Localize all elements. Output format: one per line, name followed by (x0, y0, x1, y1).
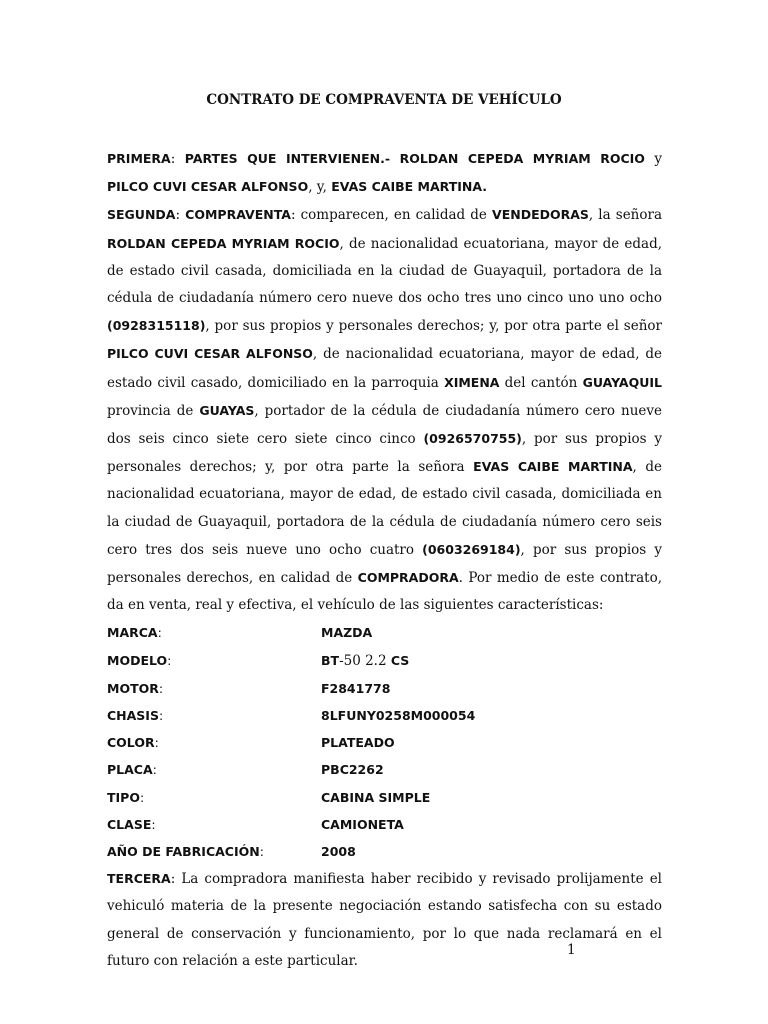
field-label: TIPO: (107, 789, 145, 805)
text-fragment: , portador de la cédula de ciudadanía número cero nueve dos seis cinco siete cero siete cinco cinco (107, 402, 662, 448)
vehicle-row-marca (107, 619, 662, 646)
vehicle-row-anio (107, 838, 662, 865)
vehicle-row-chasis (107, 702, 662, 729)
field-value: PBC2262 (321, 762, 384, 778)
party-name: PILCO CUVI CESAR ALFONSO (107, 346, 313, 362)
field-label: COLOR: (107, 735, 159, 751)
text-fragment: , de nacionalidad ecuatoriana, mayor de edad, de estado civil casada, domiciliada en la ciudad de Guayaquil, portadora de la cédula de ciudadanía número cero seis cero tres dos seis nueve uno ocho cuatro (107, 459, 663, 558)
vehicle-row-clase (107, 811, 662, 838)
field-value: CAMIONETA (321, 816, 404, 832)
field-value: PLATEADO (321, 735, 395, 751)
text-fragment: , la señora (588, 207, 663, 224)
field-value: CABINA SIMPLE (321, 789, 431, 805)
field-label: MOTOR: (107, 680, 164, 696)
field-label: MODELO: (107, 652, 172, 668)
colon: : (170, 151, 176, 167)
text-fragment: La compradora manifiesta haber recibido y revisado prolijamente el vehiculó materia de la presente negociación estando satisfecha con su estado general de conservación y funcionamiento, por lo que nada reclamará en el futuro con relación a este particular. (107, 871, 662, 969)
role-vendedoras: VENDEDORAS (492, 207, 589, 223)
text-fragment: , por sus propios y personales derechos; y, por otra parte la señora (107, 431, 662, 476)
clause-heading: COMPRAVENTA (180, 207, 291, 223)
field-label: CHASIS: (107, 708, 164, 724)
parroquia: XIMENA (444, 374, 500, 390)
text-fragment: , y, (308, 179, 332, 196)
field-label: MARCA: (107, 625, 162, 641)
colon: : (290, 207, 296, 224)
text-fragment: , de nacionalidad ecuatoriana, mayor de edad, de estado civil casada, domiciliada en la ciudad de Guayaquil, portadora de la cédula de ciudadanía número cero nueve dos ocho tres uno cinco uno uno ocho (107, 235, 663, 307)
text-fragment: , de nacionalidad ecuatoriana, mayor de edad, de estado civil casado, domiciliado en la parroquia (107, 346, 662, 391)
text-fragment: . Por medio de este contrato, da en venta, real y efectiva, el vehículo de las siguientes características: (107, 570, 663, 614)
text-fragment: comparecen, en calidad de (295, 207, 493, 224)
party-name: EVAS CAIBE MARTINA. (331, 179, 487, 195)
clause-primera (107, 145, 662, 201)
provincia: GUAYAS (199, 402, 255, 418)
text-fragment: del cantón (499, 374, 583, 391)
role-compradora: COMPRADORA (357, 570, 459, 586)
id-number: (0926570755) (423, 431, 522, 447)
text-fragment: , por sus propios y personales derechos; y, por otra parte el señor (205, 318, 662, 335)
text-fragment: y (644, 151, 662, 167)
colon: : (170, 871, 176, 888)
vehicle-row-placa (107, 756, 662, 783)
vehicle-row-modelo (107, 647, 662, 675)
party-name: EVAS CAIBE MARTINA (473, 459, 633, 475)
field-value: 2008 (321, 844, 356, 860)
clause-tercera (107, 865, 662, 975)
text-fragment: provincia de (107, 402, 200, 419)
field-label: PLACA: (107, 762, 157, 778)
canton: GUAYAQUIL (582, 374, 663, 390)
id-number: (0603269184) (422, 541, 521, 557)
field-value: F2841778 (321, 680, 391, 696)
field-value: 8LFUNY0258M000054 (321, 708, 476, 724)
id-number: (0928315118) (107, 318, 206, 334)
clause-segunda (107, 201, 662, 619)
vehicle-row-tipo (107, 784, 662, 811)
document-body (107, 145, 662, 975)
document-title: CONTRATO DE COMPRAVENTA DE VEHÍCULO (206, 92, 562, 108)
party-name: PILCO CUVI CESAR ALFONSO (107, 179, 309, 195)
page-number: 1 (567, 942, 576, 958)
colon: : (175, 207, 181, 224)
field-label: CLASE: (107, 816, 156, 832)
text-fragment: , por sus propios y personales derechos, en calidad de (107, 541, 662, 587)
clause-label: SEGUNDA (107, 207, 176, 223)
field-value: MAZDA (321, 625, 373, 641)
vehicle-row-motor (107, 675, 662, 702)
field-value: BT-50 2.2 CS (321, 652, 410, 669)
party-name: ROLDAN CEPEDA MYRIAM ROCIO (107, 235, 340, 251)
clause-label: TERCERA (107, 871, 171, 887)
clause-label: PRIMERA (107, 151, 171, 166)
vehicle-row-color (107, 729, 662, 756)
field-label: AÑO DE FABRICACIÓN: (107, 844, 264, 860)
clause-heading: PARTES QUE INTERVIENEN.- ROLDAN CEPEDA MYRIAM ROCIO (175, 151, 645, 166)
